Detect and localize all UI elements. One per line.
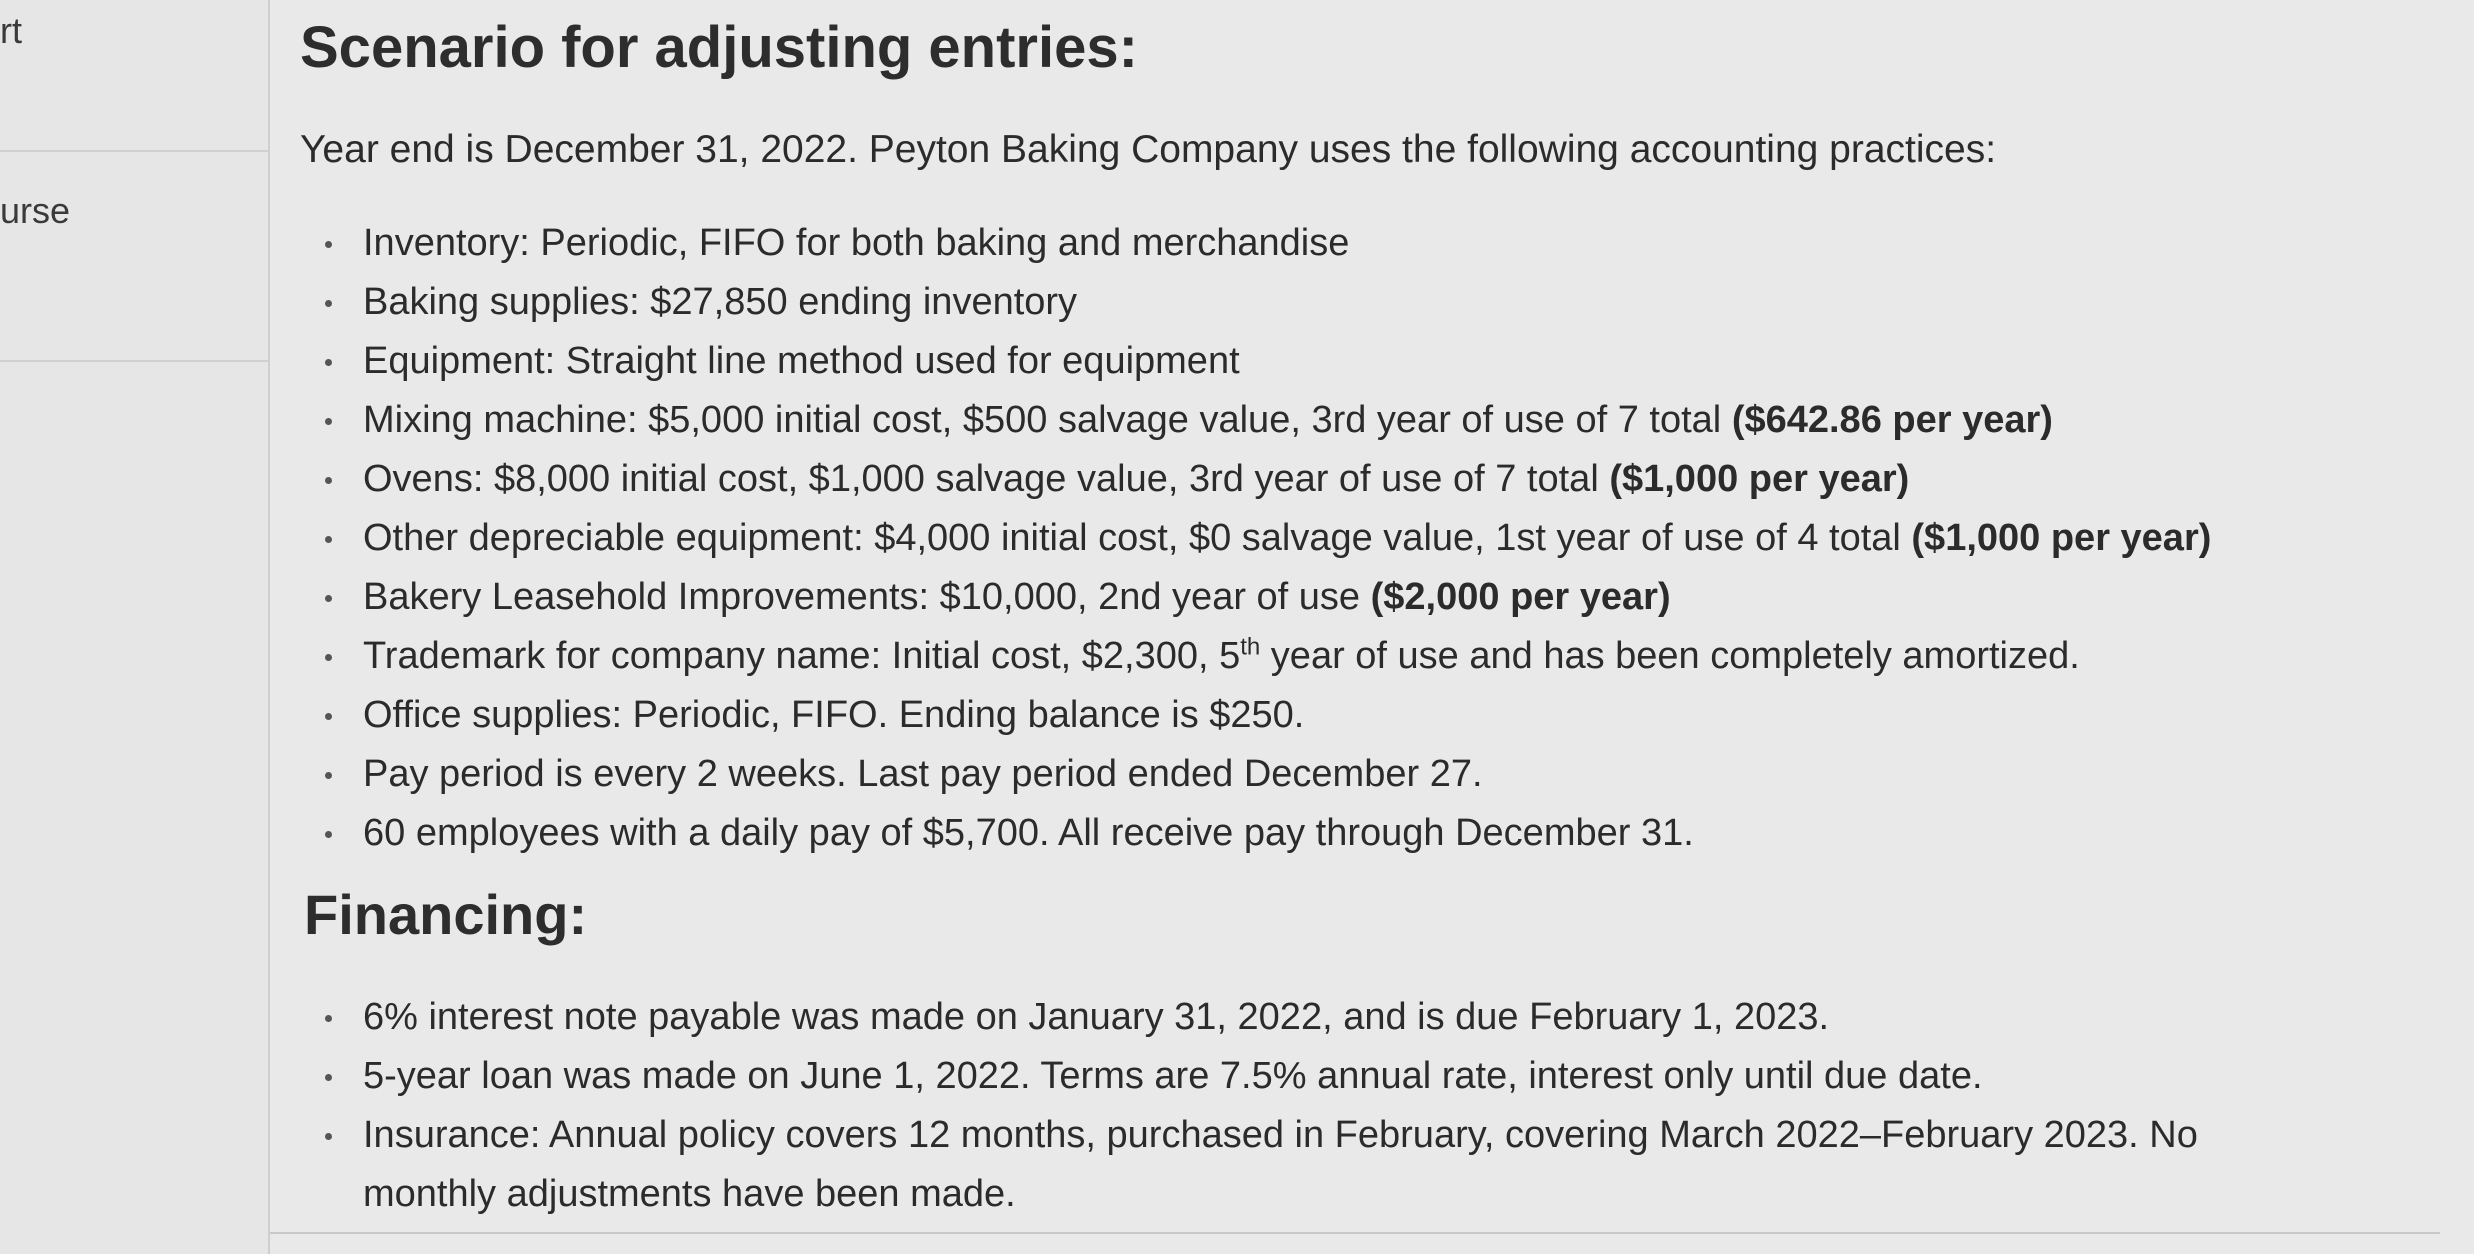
intro-paragraph: Year end is December 31, 2022. Peyton Baking Company uses the following accounting practices: [300,128,1997,171]
list-item: 5-year loan was made on June 1, 2022. Terms are 7.5% annual rate, interest only until due date. [300,1047,2263,1106]
page-title: Scenario for adjusting entries: [300,15,1138,80]
depreciation-amount: ($642.86 per year) [1731,399,2053,441]
sidebar-item-course[interactable]: urse [0,190,71,231]
depreciation-amount: ($1,000 per year) [1911,517,2212,559]
accounting-practices-list [300,214,2211,863]
list-item: Equipment: Straight line method used for equipment [300,332,2211,391]
sidebar-item-truncated-1[interactable]: rt [0,10,22,51]
list-item: Mixing machine: $5,000 initial cost, $500 salvage value, 3rd year of use of 7 total ($642.86 per year) [300,391,2211,450]
list-item: Insurance: Annual policy covers 12 months, purchased in February, covering March 2022–February 2023. No monthly adjustments have been made. [300,1106,2263,1224]
depreciation-amount: ($1,000 per year) [1609,458,1910,500]
list-item: Trademark for company name: Initial cost, $2,300, 5th year of use and has been completely amortized. [300,627,2211,686]
list-item: 6% interest note payable was made on January 31, 2022, and is due February 1, 2023. [300,988,2263,1047]
list-item: Office supplies: Periodic, FIFO. Ending balance is $250. [300,686,2211,745]
list-item: Pay period is every 2 weeks. Last pay period ended December 27. [300,745,2211,804]
sidebar-divider [0,360,268,362]
financing-list [300,988,2263,1224]
sidebar-divider [0,150,268,152]
list-item: Inventory: Periodic, FIFO for both baking and merchandise [300,214,2211,273]
main-content [300,0,2450,1254]
financing-heading: Financing: [304,883,588,946]
list-item: Ovens: $8,000 initial cost, $1,000 salvage value, 3rd year of use of 7 total ($1,000 per year) [300,450,2211,509]
list-item: Baking supplies: $27,850 ending inventory [300,273,2211,332]
list-item: Other depreciable equipment: $4,000 initial cost, $0 salvage value, 1st year of use of 4 total ($1,000 per year) [300,509,2211,568]
list-item: 60 employees with a daily pay of $5,700. All receive pay through December 31. [300,804,2211,863]
list-item: Bakery Leasehold Improvements: $10,000, 2nd year of use ($2,000 per year) [300,568,2211,627]
content-divider [270,1232,2440,1234]
depreciation-amount: ($2,000 per year) [1370,576,1671,618]
course-sidebar [0,0,270,1254]
